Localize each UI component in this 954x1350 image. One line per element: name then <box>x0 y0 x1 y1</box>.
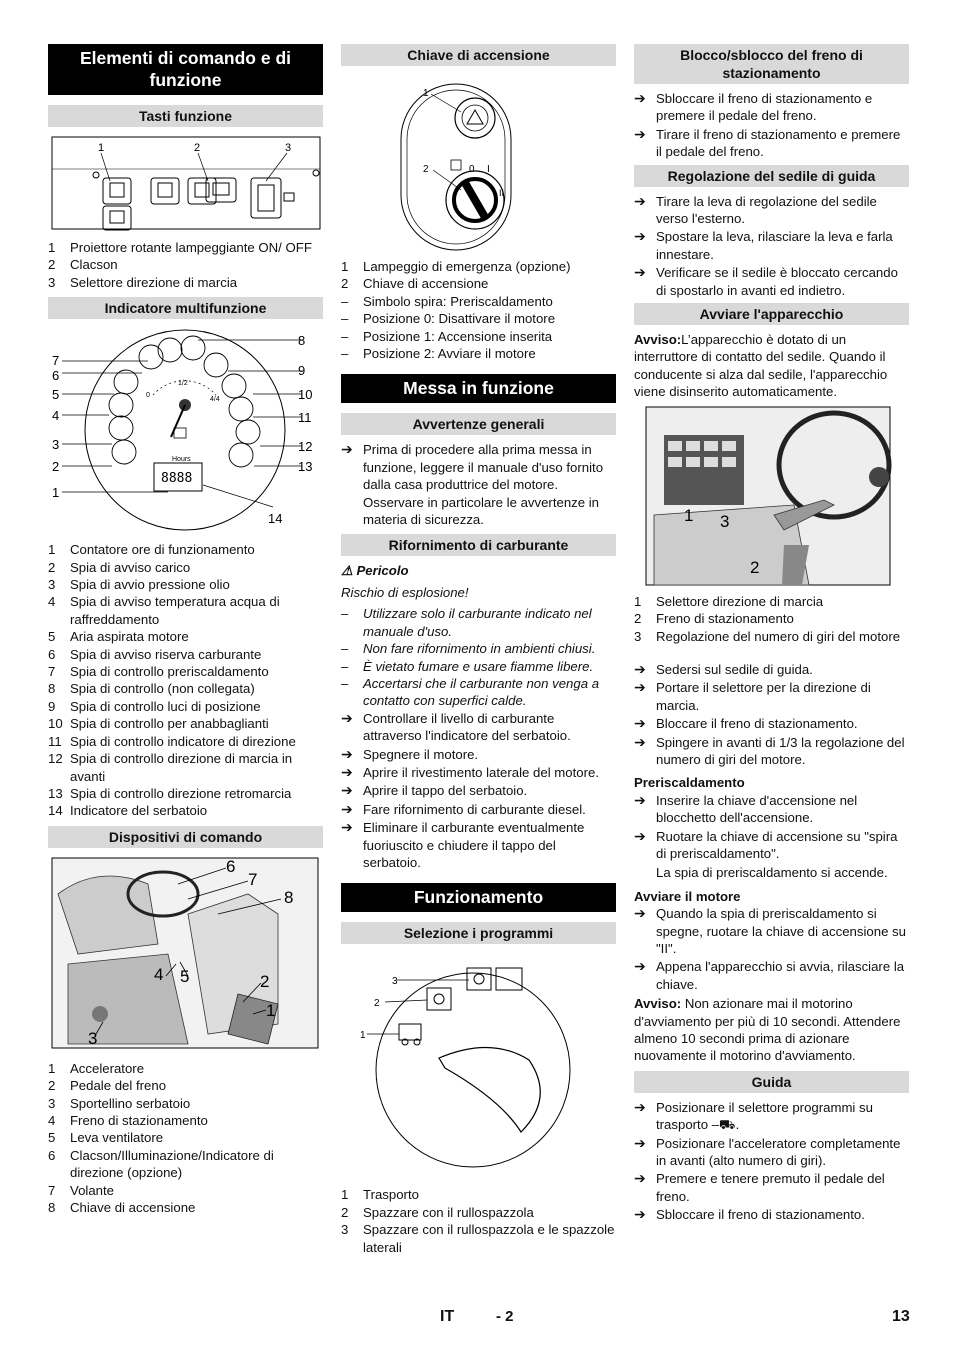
list-blocco <box>634 90 909 161</box>
list-item: 9 Spia di controllo luci di posizione <box>48 698 261 714</box>
list-item: – Accertarsi che il carburante non venga a contatto con superfici calde. <box>341 675 600 709</box>
list-item: ➔ Sedersi sul sedile di guida. <box>634 660 813 677</box>
list-item: 3 Regolazione del numero di giri del motore <box>634 628 901 644</box>
fig-label: 5 <box>52 387 60 403</box>
list-item: – Posizione 1: Accensione inserita <box>341 328 553 344</box>
svg-text:0: 0 <box>146 392 150 400</box>
arrow-icon: ➔ <box>341 745 353 762</box>
list-item: 11 Spia di controllo indicatore di direzione <box>48 733 296 749</box>
list-item: 4 Spia di avviso temperatura acqua di raffreddamento <box>48 594 280 627</box>
arrow-icon: ➔ <box>634 192 646 209</box>
list-item: 8 Spia di controllo (non collegata) <box>48 681 255 697</box>
arrow-icon: ➔ <box>634 90 646 106</box>
fig-label: 1 <box>360 1030 366 1042</box>
list-item: ➔ Posizionare il selettore programmi su trasporto –⛟. <box>634 1098 873 1133</box>
warning-icon: ⚠ <box>341 563 353 579</box>
fig-label: 1 <box>98 142 105 154</box>
list-item: ➔ Fare rifornimento di carburante diesel. <box>341 800 586 817</box>
footer-language: IT <box>440 1308 455 1325</box>
heading-chiave: Chiave di accensione <box>341 44 616 66</box>
fig-label: 9 <box>298 363 306 379</box>
list-item: 3 Spazzare con il rullospazzola e le spazzole laterali <box>341 1222 615 1255</box>
fig-label: 8 <box>284 887 294 907</box>
arrow-icon: ➔ <box>634 958 646 975</box>
list-item: ➔ Prima di procedere alla prima messa in funzione, leggere il manuale d'uso fornito dalla casa produttrice del motore. Osservare in particolare le avvertenze in materia di sicurezza. <box>341 441 604 528</box>
arrow-icon: ➔ <box>634 660 646 677</box>
list-item: ➔ Sbloccare il freno di stazionamento e premere il pedale del freno. <box>634 90 873 124</box>
fig-label: 7 <box>52 353 60 369</box>
heading-sedile: Regolazione del sedile di guida <box>634 165 909 187</box>
list-motore <box>634 905 909 993</box>
list-item: 2 Chiave di accensione <box>341 276 489 292</box>
list-item: 10 Spia di controllo per anabbaglianti <box>48 716 269 732</box>
fig-label: 1 <box>423 88 429 99</box>
list-item: ➔ Eliminare il carburante eventualmente fuoriuscito e chiudere il tappo del serbatoio. <box>341 819 585 870</box>
figure-chiave-accensione <box>341 72 616 252</box>
svg-text:4/4: 4/4 <box>210 396 220 404</box>
arrow-icon: ➔ <box>634 791 646 808</box>
fig-label: 14 <box>268 511 283 527</box>
fig-label: 1 <box>684 505 694 525</box>
list-item: 1 Proiettore rotante lampeggiante ON/ OFF <box>48 240 312 255</box>
preriscaldamento-note: La spia di preriscaldamento si accende. <box>656 865 888 881</box>
list-item: ➔ Portare il selettore per la direzione di marcia. <box>634 679 871 713</box>
arrow-icon: ➔ <box>634 1170 646 1187</box>
list-item: ➔ Tirare il freno di stazionamento e premere il pedale del freno. <box>634 125 901 160</box>
list-preriscaldamento <box>634 792 909 863</box>
page-number: 13 <box>892 1308 910 1325</box>
list-item: 6 Spia di avviso riserva carburante <box>48 646 262 662</box>
svg-text:I: I <box>487 164 490 175</box>
fig-label: 4 <box>154 964 164 984</box>
arrow-icon: ➔ <box>634 827 646 844</box>
list-avvertenze <box>341 441 616 528</box>
figure-dispositivi-comando <box>48 854 323 1054</box>
fig-label: 2 <box>52 459 60 475</box>
svg-text:II: II <box>499 188 505 198</box>
column-right <box>634 44 909 1226</box>
list-item: ➔ Spegnere il motore. <box>341 745 479 762</box>
section-title-funzionamento: Funzionamento <box>341 883 616 912</box>
fig-label: 1 <box>266 1000 276 1020</box>
fig-label: 7 <box>248 869 258 889</box>
section-title-elementi: Elementi di comando e di funzione <box>48 44 323 95</box>
danger-label: ⚠ Pericolo <box>341 563 409 579</box>
section-title-messa: Messa in funzione <box>341 374 616 403</box>
fig-label: 4 <box>52 408 60 424</box>
heading-avviare: Avviare l'apparecchio <box>634 303 909 325</box>
risk-text: Rischio di esplosione! <box>341 584 469 600</box>
list-item: 6 Clacson/Illuminazione/Indicatore di direzione (opzione) <box>48 1147 274 1181</box>
list-item: 1 Selettore direzione di marcia <box>634 593 824 609</box>
arrow-icon: ➔ <box>341 782 353 799</box>
list-item: 8 Chiave di accensione <box>48 1199 196 1215</box>
figure-avviare <box>634 405 909 587</box>
fig-label: 11 <box>298 410 312 426</box>
list-dispositivi <box>48 1060 323 1217</box>
list-item: 4 Freno di stazionamento <box>48 1112 208 1128</box>
list-item: 7 Spia di controllo preriscaldamento <box>48 664 269 680</box>
list-item: ➔ Aprire il rivestimento laterale del motore. <box>341 763 600 780</box>
list-item: 2 Spia di avviso carico <box>48 559 191 575</box>
fig-label: 3 <box>88 1028 98 1048</box>
list-item: – Posizione 0: Disattivare il motore <box>341 311 556 327</box>
list-item: ➔ Posizionare l'acceleratore completamente in avanti (alto numero di giri). <box>634 1134 901 1169</box>
svg-text:8888: 8888 <box>161 471 193 487</box>
list-item: 14 Indicatore del serbatoio <box>48 803 208 819</box>
fig-label: 3 <box>392 976 398 988</box>
svg-text:0: 0 <box>469 164 475 175</box>
arrow-icon: ➔ <box>634 715 646 732</box>
arrow-icon: ➔ <box>634 1206 646 1223</box>
svg-text:Hours: Hours <box>172 456 191 464</box>
avviso-paragraph-2: Avviso: Non azionare mai il motorino d'avviamento per più di 10 secondi. Attendere almeno 10 secondi prima di azionare nuovamente il motorino d'avviamento. <box>634 996 901 1064</box>
list-pericolo <box>341 605 616 709</box>
list-item: ➔ Bloccare il freno di stazionamento. <box>634 715 858 732</box>
column-left <box>48 44 323 1222</box>
list-guida <box>634 1099 909 1224</box>
list-rifornimento <box>341 710 616 872</box>
list-item: ➔ Aprire il tappo del serbatoio. <box>341 782 528 799</box>
list-item: 7 Volante <box>48 1182 114 1198</box>
fig-label: 3 <box>52 437 60 453</box>
list-sedile <box>634 193 909 299</box>
list-item: – Simbolo spira: Preriscaldamento <box>341 293 553 309</box>
list-item: ➔ Premere e tenere premuto il pedale del freno. <box>634 1170 885 1204</box>
list-item: 5 Aria aspirata motore <box>48 629 189 645</box>
arrow-icon: ➔ <box>634 733 646 750</box>
figure-selezione-programmi <box>341 950 616 1180</box>
heading-blocco: Blocco/sblocco del freno di stazionamento <box>634 44 909 84</box>
arrow-icon: ➔ <box>634 905 646 922</box>
fig-label: 2 <box>374 998 380 1010</box>
arrow-icon: ➔ <box>341 763 353 780</box>
list-item: – Utilizzare solo il carburante indicato nel manuale d'uso. <box>341 606 592 639</box>
subheading-avviare-motore: Avviare il motore <box>634 888 741 904</box>
list-item: ➔ Sbloccare il freno di stazionamento. <box>634 1206 865 1223</box>
avviso-paragraph: Avviso:L’apparecchio è dotato di un interruttore di contatto del sedile. Quando il conducente si alza dal sedile, l'apparecchio viene disinserito automaticamente. <box>634 332 888 400</box>
heading-tasti-funzione: Tasti funzione <box>48 105 323 127</box>
heading-indicatore: Indicatore multifunzione <box>48 297 323 319</box>
list-item: ➔ Ruotare la chiave di accensione su "spira di preriscaldamento". <box>634 827 898 861</box>
list-item: – È vietato fumare e usare fiamme libere. <box>341 658 594 674</box>
transport-icon: –⛟ <box>711 1117 736 1133</box>
list-item: 12 Spia di controllo direzione di marcia in avanti <box>48 751 293 784</box>
list-tasti <box>48 239 323 291</box>
fig-label: 2 <box>194 142 201 154</box>
list-item: 1 Lampeggio di emergenza (opzione) <box>341 259 571 274</box>
list-item: 2 Clacson <box>48 257 118 273</box>
list-item: ➔ Appena l'apparecchio si avvia, rilasciare la chiave. <box>634 958 905 992</box>
list-item: 1 Trasporto <box>341 1187 419 1203</box>
arrow-icon: ➔ <box>634 679 646 696</box>
list-item: – Non fare rifornimento in ambienti chiusi. <box>341 641 596 657</box>
arrow-icon: ➔ <box>634 1098 646 1115</box>
fig-label: 2 <box>423 164 429 175</box>
fig-label: 1 <box>52 485 60 501</box>
arrow-icon: ➔ <box>341 709 353 726</box>
footer-subpage: - 2 <box>496 1308 514 1325</box>
list-item: – Posizione 2: Avviare il motore <box>341 346 536 362</box>
list-avviare <box>634 593 909 645</box>
list-item: ➔ Spingere in avanti di 1/3 la regolazione del numero di giri del motore. <box>634 733 905 767</box>
fig-label: 3 <box>285 142 292 154</box>
arrow-icon: ➔ <box>341 800 353 817</box>
heading-guida: Guida <box>634 1071 909 1093</box>
figure-indicatore-multifunzione <box>48 325 323 535</box>
fig-label: 6 <box>52 368 60 384</box>
fig-label: 13 <box>298 459 313 475</box>
list-item: 5 Leva ventilatore <box>48 1130 164 1146</box>
arrow-icon: ➔ <box>634 125 646 142</box>
arrow-icon: ➔ <box>634 228 646 245</box>
list-item: ➔ Tirare la leva di regolazione del sedile verso l'esterno. <box>634 192 877 227</box>
fig-label: 5 <box>180 966 190 986</box>
list-item: ➔ Verificare se il sedile è bloccato cercando di spostarlo in avanti ed indietro. <box>634 264 898 298</box>
list-item: ➔ Spostare la leva, rilasciare la leva e farla innestare. <box>634 228 893 262</box>
figure-tasti-funzione <box>48 133 323 233</box>
list-item: ➔ Quando la spia di preriscaldamento si spegne, ruotare la chiave di accensione su "II". <box>634 905 906 956</box>
list-item: 1 Contatore ore di funzionamento <box>48 542 255 558</box>
list-indicatore <box>48 541 323 820</box>
list-item: 3 Spia di avvio pressione olio <box>48 577 230 593</box>
heading-rifornimento: Rifornimento di carburante <box>341 534 616 556</box>
arrow-icon: ➔ <box>341 819 353 836</box>
list-item: ➔ Inserire la chiave d'accensione nel blocchetto dell'accensione. <box>634 791 858 826</box>
list-chiave <box>341 258 616 362</box>
fig-label: 2 <box>260 971 270 991</box>
subheading-preriscaldamento: Preriscaldamento <box>634 775 745 791</box>
list-avvio-steps <box>634 661 909 768</box>
list-selezione <box>341 1186 616 1256</box>
list-item: 3 Selettore direzione di marcia <box>48 274 238 290</box>
list-item: ➔ Controllare il livello di carburante attraverso l'indicatore del serbatoio. <box>341 709 571 744</box>
arrow-icon: ➔ <box>634 264 646 281</box>
heading-selezione: Selezione i programmi <box>341 922 616 944</box>
list-item: 2 Freno di stazionamento <box>634 611 794 627</box>
list-item: 2 Spazzare con il rullospazzola <box>341 1204 534 1220</box>
fig-label: 10 <box>298 387 313 403</box>
fig-label: 3 <box>720 511 730 531</box>
heading-dispositivi: Dispositivi di comando <box>48 826 323 848</box>
heading-avvertenze: Avvertenze generali <box>341 413 616 435</box>
list-item: 2 Pedale del freno <box>48 1078 167 1094</box>
fig-label: 12 <box>298 439 313 455</box>
fig-label: 8 <box>298 333 306 349</box>
arrow-icon: ➔ <box>341 441 353 458</box>
arrow-icon: ➔ <box>634 1134 646 1151</box>
column-middle <box>341 44 616 1262</box>
list-item: 13 Spia di controllo direzione retromarcia <box>48 785 292 801</box>
svg-text:1/2: 1/2 <box>178 380 188 388</box>
fig-label: 2 <box>750 557 760 577</box>
fig-label: 6 <box>226 856 236 876</box>
list-item: 3 Sportellino serbatoio <box>48 1095 191 1111</box>
list-item: 1 Acceleratore <box>48 1060 145 1076</box>
